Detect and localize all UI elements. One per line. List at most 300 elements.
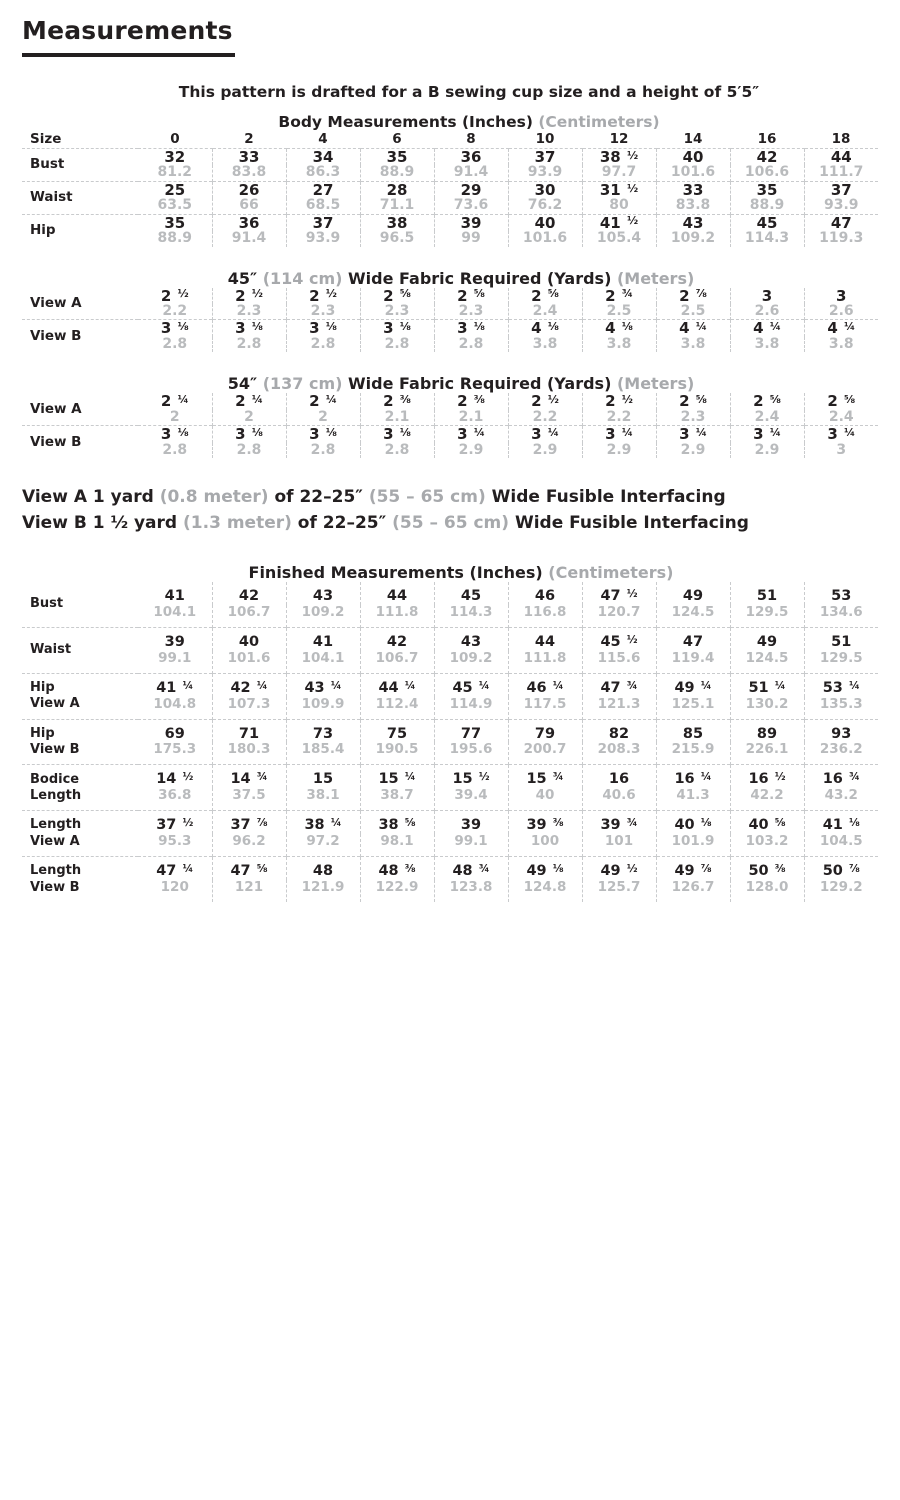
cell-inches: 39 ⅜ <box>508 811 582 835</box>
cell-centimeters: 112.4 <box>360 697 434 719</box>
cell-centimeters: 129.5 <box>730 605 804 627</box>
cell-centimeters: 2.6 <box>730 304 804 320</box>
cell-centimeters: 101.9 <box>656 834 730 856</box>
cell-inches: 3 ⅛ <box>360 320 434 337</box>
cell-centimeters: 175.3 <box>153 741 197 758</box>
cell-centimeters: 109.2 <box>656 231 730 246</box>
cell-inches: 40 ⅛ <box>656 811 730 835</box>
cell-centimeters: 215.9 <box>656 742 730 764</box>
cell-inches: 3 <box>730 288 804 305</box>
cell-centimeters: 226.1 <box>730 742 804 764</box>
cell-inches: 2 ⅝ <box>508 288 582 305</box>
cell-inches: 16 ¼ <box>656 765 730 789</box>
cell-centimeters: 88.9 <box>157 230 193 247</box>
row-label: View A <box>30 400 82 417</box>
cell-inches: 40 <box>656 148 730 165</box>
cell-centimeters: 42.2 <box>730 788 804 810</box>
cell-centimeters: 83.8 <box>212 165 286 181</box>
size-column-header: 16 <box>757 131 777 148</box>
fabric-45-label: Wide Fabric Required (Yards) <box>348 268 612 288</box>
cell-inches: 2 ½ <box>212 288 286 305</box>
cell-centimeters: 111.8 <box>508 651 582 673</box>
cell-inches: 38 ½ <box>582 148 656 165</box>
row-label: Hip View B <box>22 719 138 765</box>
cell-inches: 71 <box>212 719 286 742</box>
table-row <box>22 788 878 810</box>
cell-centimeters: 38.7 <box>360 788 434 810</box>
cell-centimeters: 63.5 <box>157 197 193 214</box>
cell-centimeters: 3 <box>804 443 878 458</box>
fabric-54-table <box>22 393 878 458</box>
cell-centimeters: 107.3 <box>212 697 286 719</box>
cell-inches: 40 <box>212 627 286 651</box>
cell-inches: 36 <box>434 148 508 165</box>
cell-inches: 4 ¼ <box>804 320 878 337</box>
interfacing-view-a <box>22 484 900 510</box>
cell-inches: 48 ¾ <box>434 857 508 881</box>
cell-centimeters: 121.9 <box>286 880 360 902</box>
cell-centimeters: 93.9 <box>508 165 582 181</box>
cell-centimeters: 2.1 <box>360 410 434 426</box>
cell-inches: 53 ¼ <box>804 673 878 697</box>
cell-inches: 33 <box>656 181 730 198</box>
cell-centimeters: 3.8 <box>582 337 656 352</box>
cell-centimeters: 2 <box>286 410 360 426</box>
cell-inches: 73 <box>286 719 360 742</box>
size-column-header: 2 <box>244 131 254 148</box>
cell-centimeters: 101.6 <box>508 231 582 246</box>
cell-centimeters: 125.7 <box>582 880 656 902</box>
cell-inches: 37 ⅞ <box>212 811 286 835</box>
cell-centimeters: 111.8 <box>360 605 434 627</box>
cell-inches: 69 <box>138 719 212 742</box>
cell-centimeters: 124.8 <box>508 880 582 902</box>
cell-centimeters: 43.2 <box>804 788 878 810</box>
page-title-wrap <box>0 0 900 49</box>
cell-centimeters: 39.4 <box>434 788 508 810</box>
cell-centimeters: 41.3 <box>656 788 730 810</box>
cell-inches: 14 ½ <box>138 765 212 789</box>
cell-centimeters: 2.8 <box>434 337 508 352</box>
cell-inches: 51 ¼ <box>730 673 804 697</box>
cell-centimeters: 91.4 <box>434 165 508 181</box>
cell-inches: 16 <box>582 765 656 789</box>
cell-centimeters: 2.3 <box>286 304 360 320</box>
size-column-header: 0 <box>170 131 180 148</box>
cell-inches: 44 <box>360 582 434 605</box>
cell-inches: 26 <box>212 181 286 198</box>
cell-centimeters: 91.4 <box>212 231 286 246</box>
cell-centimeters: 124.5 <box>730 651 804 673</box>
interfacing-view-b <box>22 510 900 536</box>
table-row <box>22 443 878 458</box>
cell-inches: 2 ½ <box>508 393 582 410</box>
cell-centimeters: 123.8 <box>434 880 508 902</box>
table-row <box>22 880 878 902</box>
row-label: Hip <box>22 214 138 246</box>
cell-inches: 25 <box>138 181 212 198</box>
table-row <box>22 231 878 246</box>
cell-inches: 48 <box>286 857 360 881</box>
cell-inches: 41 ½ <box>582 214 656 231</box>
cell-inches: 30 <box>508 181 582 198</box>
cell-centimeters: 38.1 <box>286 788 360 810</box>
cell-inches: 2 ¼ <box>212 393 286 410</box>
cell-inches: 37 ½ <box>138 811 212 835</box>
cell-inches: 15 ½ <box>434 765 508 789</box>
cell-inches: 40 <box>508 214 582 231</box>
cell-centimeters: 121.3 <box>582 697 656 719</box>
cell-centimeters: 98.1 <box>360 834 434 856</box>
cell-centimeters: 2.8 <box>212 443 286 458</box>
cell-inches: 42 <box>212 582 286 605</box>
cell-centimeters: 2.4 <box>508 304 582 320</box>
cell-inches: 79 <box>508 719 582 742</box>
cell-inches: 75 <box>360 719 434 742</box>
cell-centimeters: 101.6 <box>212 651 286 673</box>
cell-centimeters: 190.5 <box>360 742 434 764</box>
interfacing-a-amount: View A 1 yard <box>22 487 154 508</box>
body-measurements-heading-main: Body Measurements (Inches) <box>278 113 533 131</box>
cell-inches: 2 ½ <box>286 288 360 305</box>
cell-inches: 2 ⅜ <box>434 393 508 410</box>
interfacing-b-of: of 22–25″ <box>297 513 387 534</box>
cell-inches: 2 ⅝ <box>656 393 730 410</box>
cell-inches: 41 <box>164 587 185 604</box>
table-row <box>22 410 878 426</box>
cell-inches: 50 ⅞ <box>804 857 878 881</box>
fabric-45-table <box>22 288 878 353</box>
cell-centimeters: 114.3 <box>434 605 508 627</box>
cell-centimeters: 114.3 <box>730 231 804 246</box>
page-title: Measurements <box>22 16 233 45</box>
cell-centimeters: 130.2 <box>730 697 804 719</box>
cell-inches: 49 ⅞ <box>656 857 730 881</box>
cell-centimeters: 2.9 <box>508 443 582 458</box>
cell-inches: 85 <box>656 719 730 742</box>
cell-centimeters: 80 <box>582 198 656 214</box>
finished-measurements-heading-main: Finished Measurements (Inches) <box>248 562 543 582</box>
cell-centimeters: 122.9 <box>360 880 434 902</box>
cell-centimeters: 96.5 <box>360 231 434 246</box>
cell-centimeters: 109.9 <box>286 697 360 719</box>
cell-inches: 43 ¼ <box>286 673 360 697</box>
fabric-54-label: Wide Fabric Required (Yards) <box>348 374 612 394</box>
cell-centimeters: 2.9 <box>582 443 656 458</box>
cell-inches: 14 ¾ <box>212 765 286 789</box>
cell-inches: 44 <box>804 148 878 165</box>
cell-centimeters: 128.0 <box>730 880 804 902</box>
size-column-header: 6 <box>392 131 402 148</box>
cell-inches: 43 <box>286 582 360 605</box>
cell-inches: 47 <box>804 214 878 231</box>
cell-centimeters: 2.2 <box>508 410 582 426</box>
cell-inches: 3 <box>804 288 878 305</box>
interfacing-notes <box>0 484 900 537</box>
cell-centimeters: 109.2 <box>286 605 360 627</box>
cell-inches: 35 <box>360 148 434 165</box>
cell-inches: 28 <box>360 181 434 198</box>
cell-centimeters: 40.6 <box>582 788 656 810</box>
size-column-header: 14 <box>683 131 703 148</box>
cell-centimeters: 105.4 <box>582 231 656 246</box>
cell-inches: 39 <box>434 811 508 835</box>
table-row <box>22 304 878 320</box>
cell-inches: 42 <box>730 148 804 165</box>
cell-inches: 42 ¼ <box>212 673 286 697</box>
cell-centimeters: 200.7 <box>508 742 582 764</box>
cell-centimeters: 99 <box>434 231 508 246</box>
size-header-row <box>22 131 878 148</box>
cell-centimeters: 76.2 <box>508 198 582 214</box>
cell-centimeters: 2.3 <box>434 304 508 320</box>
cell-inches: 77 <box>434 719 508 742</box>
cell-centimeters: 95.3 <box>158 833 192 850</box>
cell-inches: 3 ⅛ <box>138 426 212 443</box>
cell-inches: 47 ½ <box>582 582 656 605</box>
body-measurements-heading-units: (Centimeters) <box>538 113 660 131</box>
cell-centimeters: 116.8 <box>508 605 582 627</box>
finished-measurements-heading <box>0 563 900 582</box>
cell-centimeters: 106.7 <box>212 605 286 627</box>
cell-inches: 48 ⅜ <box>360 857 434 881</box>
cell-centimeters: 2.9 <box>730 443 804 458</box>
cell-inches: 33 <box>212 148 286 165</box>
cell-centimeters: 2.8 <box>360 443 434 458</box>
fabric-45-heading <box>0 269 900 288</box>
cell-centimeters: 114.9 <box>434 697 508 719</box>
finished-measurements-table <box>22 582 878 902</box>
cell-centimeters: 208.3 <box>582 742 656 764</box>
cell-inches: 49 ¼ <box>656 673 730 697</box>
cell-inches: 41 ¼ <box>138 673 212 697</box>
cell-centimeters: 111.7 <box>804 165 878 181</box>
cell-inches: 51 <box>730 582 804 605</box>
cell-centimeters: 96.2 <box>212 834 286 856</box>
cell-centimeters: 119.4 <box>656 651 730 673</box>
cell-centimeters: 101 <box>582 834 656 856</box>
cell-inches: 47 ¾ <box>582 673 656 697</box>
fabric-54-heading <box>0 374 900 393</box>
table-row <box>22 834 878 856</box>
cell-inches: 43 <box>434 627 508 651</box>
cell-centimeters: 135.3 <box>804 697 878 719</box>
cell-centimeters: 2 <box>169 408 180 425</box>
cell-centimeters: 126.7 <box>656 880 730 902</box>
cell-inches: 39 <box>434 214 508 231</box>
cell-inches: 2 ⅝ <box>730 393 804 410</box>
cell-inches: 4 ⅛ <box>508 320 582 337</box>
cell-centimeters: 2.4 <box>804 410 878 426</box>
row-label: Length View B <box>22 857 138 902</box>
cell-inches: 3 ⅛ <box>286 426 360 443</box>
interfacing-a-of: of 22–25″ <box>274 487 363 508</box>
cell-inches: 93 <box>804 719 878 742</box>
drafting-note <box>0 83 900 101</box>
cell-centimeters: 104.8 <box>153 695 197 712</box>
cell-inches: 47 <box>656 627 730 651</box>
finished-measurements-heading-units: (Centimeters) <box>548 562 674 582</box>
cell-inches: 44 <box>508 627 582 651</box>
size-column-header: 18 <box>831 131 851 148</box>
interfacing-a-amount-metric: (0.8 meter) <box>159 487 269 508</box>
cell-inches: 49 <box>656 582 730 605</box>
table-row <box>22 165 878 181</box>
row-label: Waist <box>22 627 138 673</box>
cell-centimeters: 125.1 <box>656 697 730 719</box>
cell-centimeters: 104.1 <box>286 651 360 673</box>
cell-centimeters: 37.5 <box>212 788 286 810</box>
cell-centimeters: 88.9 <box>730 198 804 214</box>
table-row <box>22 605 878 627</box>
cell-centimeters: 121 <box>212 880 286 902</box>
cell-inches: 2 ½ <box>160 286 189 305</box>
table-row <box>22 337 878 352</box>
cell-inches: 82 <box>582 719 656 742</box>
cell-centimeters: 2 <box>212 410 286 426</box>
cell-inches: 15 <box>286 765 360 789</box>
cell-centimeters: 68.5 <box>286 198 360 214</box>
body-measurements-heading <box>0 113 900 131</box>
cell-centimeters: 236.2 <box>804 742 878 764</box>
cell-centimeters: 2.8 <box>286 443 360 458</box>
cell-centimeters: 119.3 <box>804 231 878 246</box>
cell-inches: 3 ¼ <box>730 426 804 443</box>
cell-inches: 37 <box>286 214 360 231</box>
cell-centimeters: 109.2 <box>434 651 508 673</box>
cell-centimeters: 2.5 <box>582 304 656 320</box>
cell-inches: 2 ¾ <box>582 288 656 305</box>
cell-inches: 3 ¼ <box>508 426 582 443</box>
cell-inches: 32 <box>138 148 212 165</box>
cell-centimeters: 106.7 <box>360 651 434 673</box>
cell-inches: 89 <box>730 719 804 742</box>
table-row <box>22 651 878 673</box>
cell-inches: 39 ¾ <box>582 811 656 835</box>
table-row <box>22 198 878 214</box>
cell-inches: 2 ⅝ <box>360 288 434 305</box>
cell-inches: 39 <box>138 627 212 651</box>
cell-centimeters: 185.4 <box>286 742 360 764</box>
cell-inches: 3 ¼ <box>434 426 508 443</box>
cell-centimeters: 83.8 <box>656 198 730 214</box>
cell-inches: 31 ½ <box>582 181 656 198</box>
cell-centimeters: 2.8 <box>162 441 188 458</box>
cell-inches: 3 ⅛ <box>138 320 212 337</box>
row-label: Bust <box>22 148 138 181</box>
cell-centimeters: 2.5 <box>656 304 730 320</box>
cell-inches: 45 ¼ <box>434 673 508 697</box>
cell-centimeters: 99.1 <box>434 834 508 856</box>
interfacing-b-amount-metric: (1.3 meter) <box>183 513 292 534</box>
size-column-header: 8 <box>466 131 476 148</box>
cell-inches: 44 ¼ <box>360 673 434 697</box>
cell-inches: 49 <box>730 627 804 651</box>
cell-inches: 2 ½ <box>582 393 656 410</box>
cell-inches: 27 <box>286 181 360 198</box>
cell-centimeters: 2.2 <box>582 410 656 426</box>
cell-centimeters: 106.6 <box>730 165 804 181</box>
cell-inches: 46 ¼ <box>508 673 582 697</box>
cell-inches: 4 ¼ <box>730 320 804 337</box>
cell-centimeters: 2.8 <box>286 337 360 352</box>
fabric-54-width: 54″ <box>227 374 258 394</box>
cell-inches: 37 <box>508 148 582 165</box>
cell-inches: 45 <box>730 214 804 231</box>
cell-centimeters: 2.9 <box>434 443 508 458</box>
cell-centimeters: 124.5 <box>656 605 730 627</box>
cell-centimeters: 97.7 <box>582 165 656 181</box>
cell-centimeters: 66 <box>212 198 286 214</box>
size-column-header: 10 <box>535 131 555 148</box>
cell-inches: 38 ¼ <box>286 811 360 835</box>
cell-centimeters: 99.1 <box>158 649 192 666</box>
cell-centimeters: 2.4 <box>730 410 804 426</box>
cell-inches: 2 ⅞ <box>656 288 730 305</box>
row-label: View B <box>22 320 138 352</box>
row-label: Waist <box>22 181 138 214</box>
size-label: Size <box>30 131 62 147</box>
cell-centimeters: 2.3 <box>212 304 286 320</box>
cell-centimeters: 93.9 <box>804 198 878 214</box>
cell-centimeters: 134.6 <box>804 605 878 627</box>
row-label: Bodice Length <box>22 765 138 811</box>
cell-centimeters: 2.8 <box>162 335 188 352</box>
cell-inches: 3 ⅛ <box>212 426 286 443</box>
cell-inches: 42 <box>360 627 434 651</box>
table-row <box>22 742 878 764</box>
cell-centimeters: 115.6 <box>582 651 656 673</box>
table-row <box>22 697 878 719</box>
cell-centimeters: 129.5 <box>804 651 878 673</box>
cell-centimeters: 2.9 <box>656 443 730 458</box>
cell-inches: 51 <box>804 627 878 651</box>
cell-centimeters: 2.3 <box>360 304 434 320</box>
cell-centimeters: 97.2 <box>286 834 360 856</box>
cell-inches: 2 ¼ <box>160 392 189 411</box>
interfacing-a-desc: Wide Fusible Interfacing <box>491 487 726 508</box>
cell-inches: 36 <box>212 214 286 231</box>
cell-inches: 49 ½ <box>582 857 656 881</box>
cell-inches: 50 ⅜ <box>730 857 804 881</box>
title-underline <box>22 53 235 57</box>
cell-centimeters: 73.6 <box>434 198 508 214</box>
cell-centimeters: 100 <box>508 834 582 856</box>
cell-centimeters: 86.3 <box>286 165 360 181</box>
cell-centimeters: 2.8 <box>212 337 286 352</box>
cell-inches: 3 ⅛ <box>212 320 286 337</box>
cell-centimeters: 81.2 <box>157 164 193 181</box>
cell-inches: 2 ⅝ <box>804 393 878 410</box>
cell-inches: 40 ⅝ <box>730 811 804 835</box>
cell-centimeters: 129.2 <box>804 880 878 902</box>
cell-centimeters: 40 <box>508 788 582 810</box>
cell-centimeters: 104.5 <box>804 834 878 856</box>
cell-inches: 16 ½ <box>730 765 804 789</box>
cell-inches: 45 ½ <box>582 627 656 651</box>
cell-inches: 3 ⅛ <box>360 426 434 443</box>
interfacing-b-width-metric: (55 – 65 cm) <box>392 513 510 534</box>
cell-inches: 47 ⅝ <box>212 857 286 881</box>
size-column-header: 12 <box>609 131 629 148</box>
cell-centimeters: 3.8 <box>730 337 804 352</box>
cell-inches: 41 ⅛ <box>804 811 878 835</box>
row-label: Bust <box>30 596 64 612</box>
fabric-54-width-cm: (137 cm) <box>262 374 343 394</box>
cell-centimeters: 195.6 <box>434 742 508 764</box>
cell-inches: 47 ¼ <box>138 857 212 881</box>
cell-inches: 3 ¼ <box>582 426 656 443</box>
